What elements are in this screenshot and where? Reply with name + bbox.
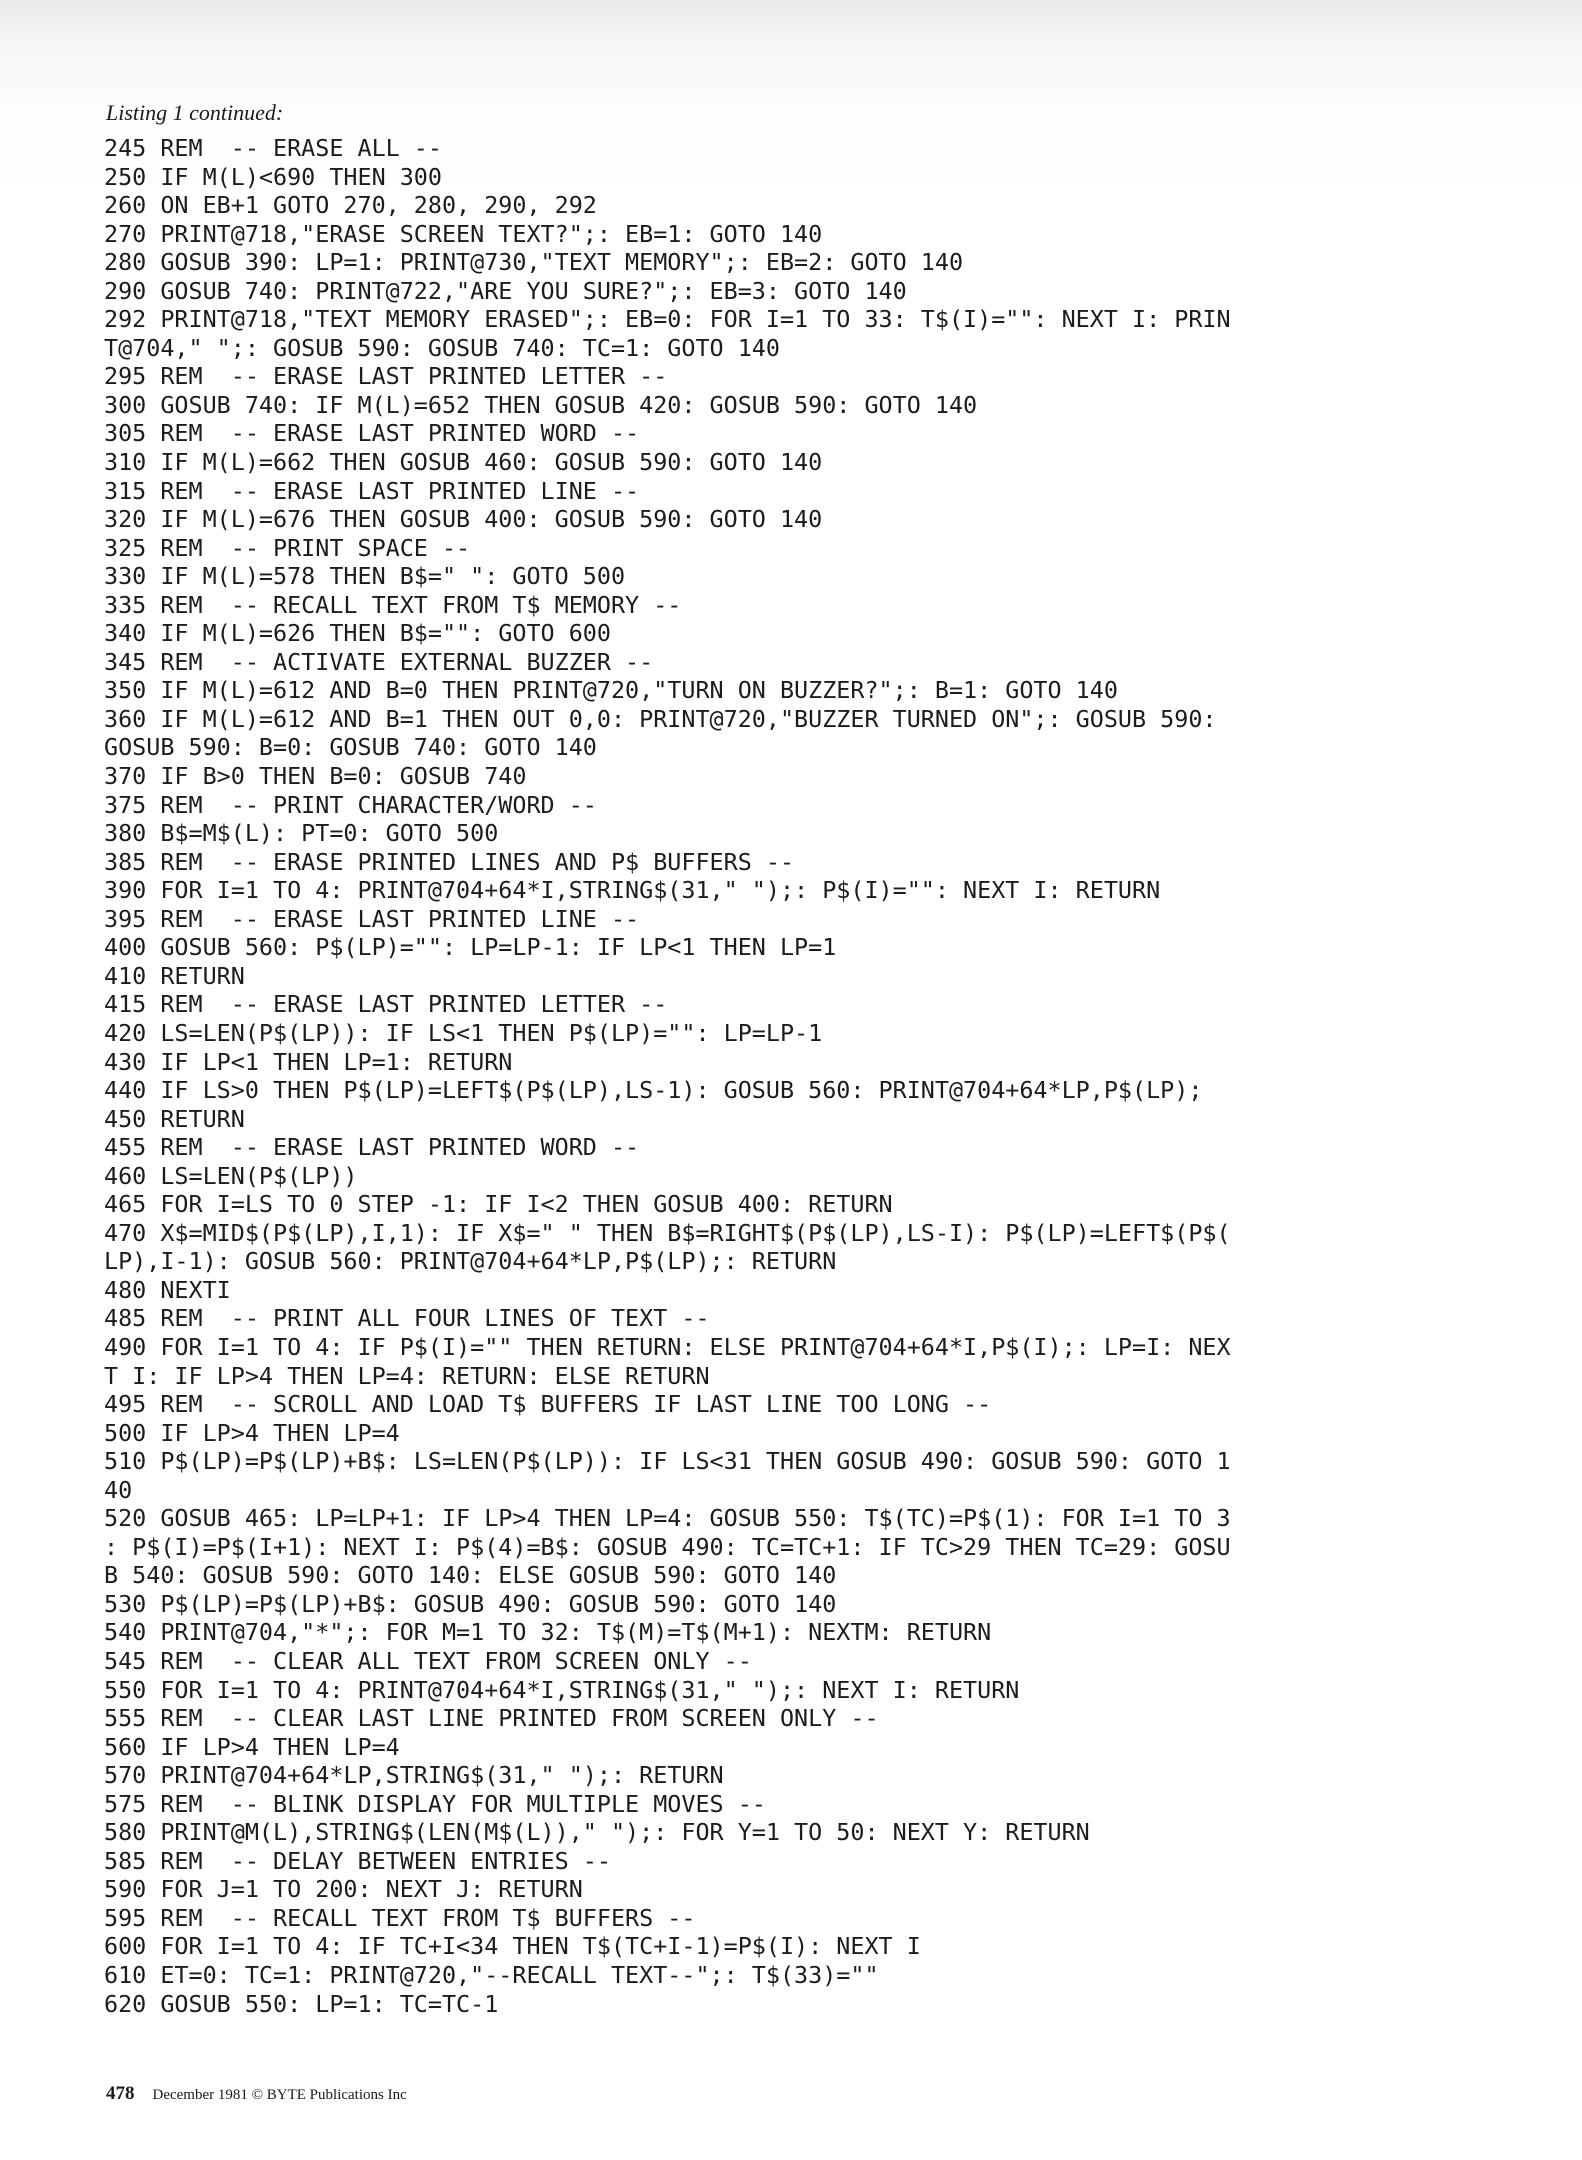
code-line: 420 LS=LEN(P$(LP)): IF LS<1 THEN P$(LP)="": LP=LP-1 xyxy=(104,1018,823,1047)
code-line: 270 PRINT@718,"ERASE SCREEN TEXT?";: EB=1: GOTO 140 xyxy=(104,219,823,248)
code-line: 455 REM -- ERASE LAST PRINTED WORD -- xyxy=(104,1133,640,1162)
code-line: 320 IF M(L)=676 THEN GOSUB 400: GOSUB 590: GOTO 140 xyxy=(104,505,823,534)
code-line: 350 IF M(L)=612 AND B=0 THEN PRINT@720,"TURN ON BUZZER?";: B=1: GOTO 140 xyxy=(104,676,1118,705)
code-line: 340 IF M(L)=626 THEN B$="": GOTO 600 xyxy=(104,619,611,648)
code-line: 245 REM -- ERASE ALL -- xyxy=(104,134,442,162)
code-line: 460 LS=LEN(P$(LP)) xyxy=(104,1161,358,1190)
code-line: 280 GOSUB 390: LP=1: PRINT@730,"TEXT MEMORY";: EB=2: GOTO 140 xyxy=(104,248,964,277)
code-line: 480 NEXTI xyxy=(104,1275,231,1304)
code-line: 510 P$(LP)=P$(LP)+B$: LS=LEN(P$(LP)): IF LS<31 THEN GOSUB 490: GOSUB 590: GOTO 1 xyxy=(104,1447,1231,1476)
code-line: 375 REM -- PRINT CHARACTER/WORD -- xyxy=(104,790,597,819)
code-line: 490 FOR I=1 TO 4: IF P$(I)="" THEN RETURN: ELSE PRINT@704+64*I,P$(I);: LP=I: NEX xyxy=(104,1332,1231,1361)
code-line: 545 REM -- CLEAR ALL TEXT FROM SCREEN ONLY -- xyxy=(104,1646,752,1675)
code-line: 540 PRINT@704,"*";: FOR M=1 TO 32: T$(M)=T$(M+1): NEXTM: RETURN xyxy=(104,1618,992,1647)
code-line: 440 IF LS>0 THEN P$(LP)=LEFT$(P$(LP),LS-1): GOSUB 560: PRINT@704+64*LP,P$(LP); xyxy=(104,1076,1203,1105)
page-footer xyxy=(106,2083,407,2105)
code-line: 390 FOR I=1 TO 4: PRINT@704+64*I,STRING$(31," ");: P$(I)="": NEXT I: RETURN xyxy=(104,876,1161,905)
page-number: 478 xyxy=(106,2083,135,2104)
code-line: 470 X$=MID$(P$(LP),I,1): IF X$=" " THEN B$=RIGHT$(P$(LP),LS-I): P$(LP)=LEFT$(P$( xyxy=(104,1218,1231,1247)
code-line: 40 xyxy=(104,1475,133,1504)
code-line: 260 ON EB+1 GOTO 270, 280, 290, 292 xyxy=(104,191,597,220)
code-line: 300 GOSUB 740: IF M(L)=652 THEN GOSUB 420: GOSUB 590: GOTO 140 xyxy=(104,390,978,419)
code-line: 330 IF M(L)=578 THEN B$=" ": GOTO 500 xyxy=(104,562,626,591)
code-line: 530 P$(LP)=P$(LP)+B$: GOSUB 490: GOSUB 590: GOTO 140 xyxy=(104,1589,837,1618)
code-line: 345 REM -- ACTIVATE EXTERNAL BUZZER -- xyxy=(104,647,654,676)
code-line: 570 PRINT@704+64*LP,STRING$(31," ");: RETURN xyxy=(104,1761,724,1790)
code-line: 555 REM -- CLEAR LAST LINE PRINTED FROM SCREEN ONLY -- xyxy=(104,1704,879,1733)
code-line: 410 RETURN xyxy=(104,961,245,990)
code-line: 310 IF M(L)=662 THEN GOSUB 460: GOSUB 590: GOTO 140 xyxy=(104,448,823,477)
code-line: 450 RETURN xyxy=(104,1104,245,1133)
code-line: 290 GOSUB 740: PRINT@722,"ARE YOU SURE?";: EB=3: GOTO 140 xyxy=(104,276,907,305)
code-line: 550 FOR I=1 TO 4: PRINT@704+64*I,STRING$(31," ");: NEXT I: RETURN xyxy=(104,1675,1020,1704)
code-line: 415 REM -- ERASE LAST PRINTED LETTER -- xyxy=(104,990,668,1019)
code-line: 305 REM -- ERASE LAST PRINTED WORD -- xyxy=(104,419,640,448)
code-line: 610 ET=0: TC=1: PRINT@720,"--RECALL TEXT--";: T$(33)="" xyxy=(104,1961,879,1989)
code-line: 500 IF LP>4 THEN LP=4 xyxy=(104,1418,400,1447)
code-line: 385 REM -- ERASE PRINTED LINES AND P$ BUFFERS -- xyxy=(104,847,795,876)
code-line: 295 REM -- ERASE LAST PRINTED LETTER -- xyxy=(104,362,668,391)
code-line: 325 REM -- PRINT SPACE -- xyxy=(104,533,471,562)
code-line: B 540: GOSUB 590: GOTO 140: ELSE GOSUB 590: GOTO 140 xyxy=(104,1561,837,1590)
code-line: LP),I-1): GOSUB 560: PRINT@704+64*LP,P$(LP);: RETURN xyxy=(104,1247,837,1276)
code-line: 590 FOR J=1 TO 200: NEXT J: RETURN xyxy=(104,1875,583,1904)
code-line: 495 REM -- SCROLL AND LOAD T$ BUFFERS IF LAST LINE TOO LONG -- xyxy=(104,1390,992,1419)
code-line: 620 GOSUB 550: LP=1: TC=TC-1 xyxy=(104,1989,499,2018)
code-line: 335 REM -- RECALL TEXT FROM T$ MEMORY -- xyxy=(104,590,682,619)
code-line: T I: IF LP>4 THEN LP=4: RETURN: ELSE RETURN xyxy=(104,1361,710,1390)
code-line: 560 IF LP>4 THEN LP=4 xyxy=(104,1732,400,1761)
code-line: 585 REM -- DELAY BETWEEN ENTRIES -- xyxy=(104,1846,611,1875)
code-line: 370 IF B>0 THEN B=0: GOSUB 740 xyxy=(104,762,527,791)
code-listing xyxy=(104,134,1496,2018)
code-line: 600 FOR I=1 TO 4: IF TC+I<34 THEN T$(TC+I-1)=P$(I): NEXT I xyxy=(104,1932,921,1961)
code-line: 595 REM -- RECALL TEXT FROM T$ BUFFERS -- xyxy=(104,1903,696,1932)
code-line: 315 REM -- ERASE LAST PRINTED LINE -- xyxy=(104,476,640,505)
code-line: 520 GOSUB 465: LP=LP+1: IF LP>4 THEN LP=4: GOSUB 550: T$(TC)=P$(1): FOR I=1 TO 3 xyxy=(104,1504,1231,1533)
footer-text: December 1981 © BYTE Publications Inc xyxy=(152,2087,407,2103)
code-line: GOSUB 590: B=0: GOSUB 740: GOTO 140 xyxy=(104,733,597,762)
code-line: 465 FOR I=LS TO 0 STEP -1: IF I<2 THEN GOSUB 400: RETURN xyxy=(104,1190,893,1219)
code-line: 430 IF LP<1 THEN LP=1: RETURN xyxy=(104,1047,513,1076)
code-line: 395 REM -- ERASE LAST PRINTED LINE -- xyxy=(104,904,640,933)
code-line: 485 REM -- PRINT ALL FOUR LINES OF TEXT -- xyxy=(104,1304,710,1333)
code-line: 292 PRINT@718,"TEXT MEMORY ERASED";: EB=0: FOR I=1 TO 33: T$(I)="": NEXT I: PRIN xyxy=(104,305,1231,334)
listing-heading: Listing 1 continued: xyxy=(106,100,284,125)
code-line: : P$(I)=P$(I+1): NEXT I: P$(4)=B$: GOSUB 490: TC=TC+1: IF TC>29 THEN TC=29: GOSU xyxy=(104,1532,1231,1561)
code-line: 575 REM -- BLINK DISPLAY FOR MULTIPLE MOVES -- xyxy=(104,1789,766,1818)
code-line: 580 PRINT@M(L),STRING$(LEN(M$(L))," ");: FOR Y=1 TO 50: NEXT Y: RETURN xyxy=(104,1818,1090,1847)
code-line: 400 GOSUB 560: P$(LP)="": LP=LP-1: IF LP<1 THEN LP=1 xyxy=(104,933,837,962)
code-line: T@704," ";: GOSUB 590: GOSUB 740: TC=1: GOTO 140 xyxy=(104,333,780,362)
code-line: 250 IF M(L)<690 THEN 300 xyxy=(104,162,442,191)
code-line: 380 B$=M$(L): PT=0: GOTO 500 xyxy=(104,819,499,848)
code-line: 360 IF M(L)=612 AND B=1 THEN OUT 0,0: PRINT@720,"BUZZER TURNED ON";: GOSUB 590: xyxy=(104,704,1217,733)
